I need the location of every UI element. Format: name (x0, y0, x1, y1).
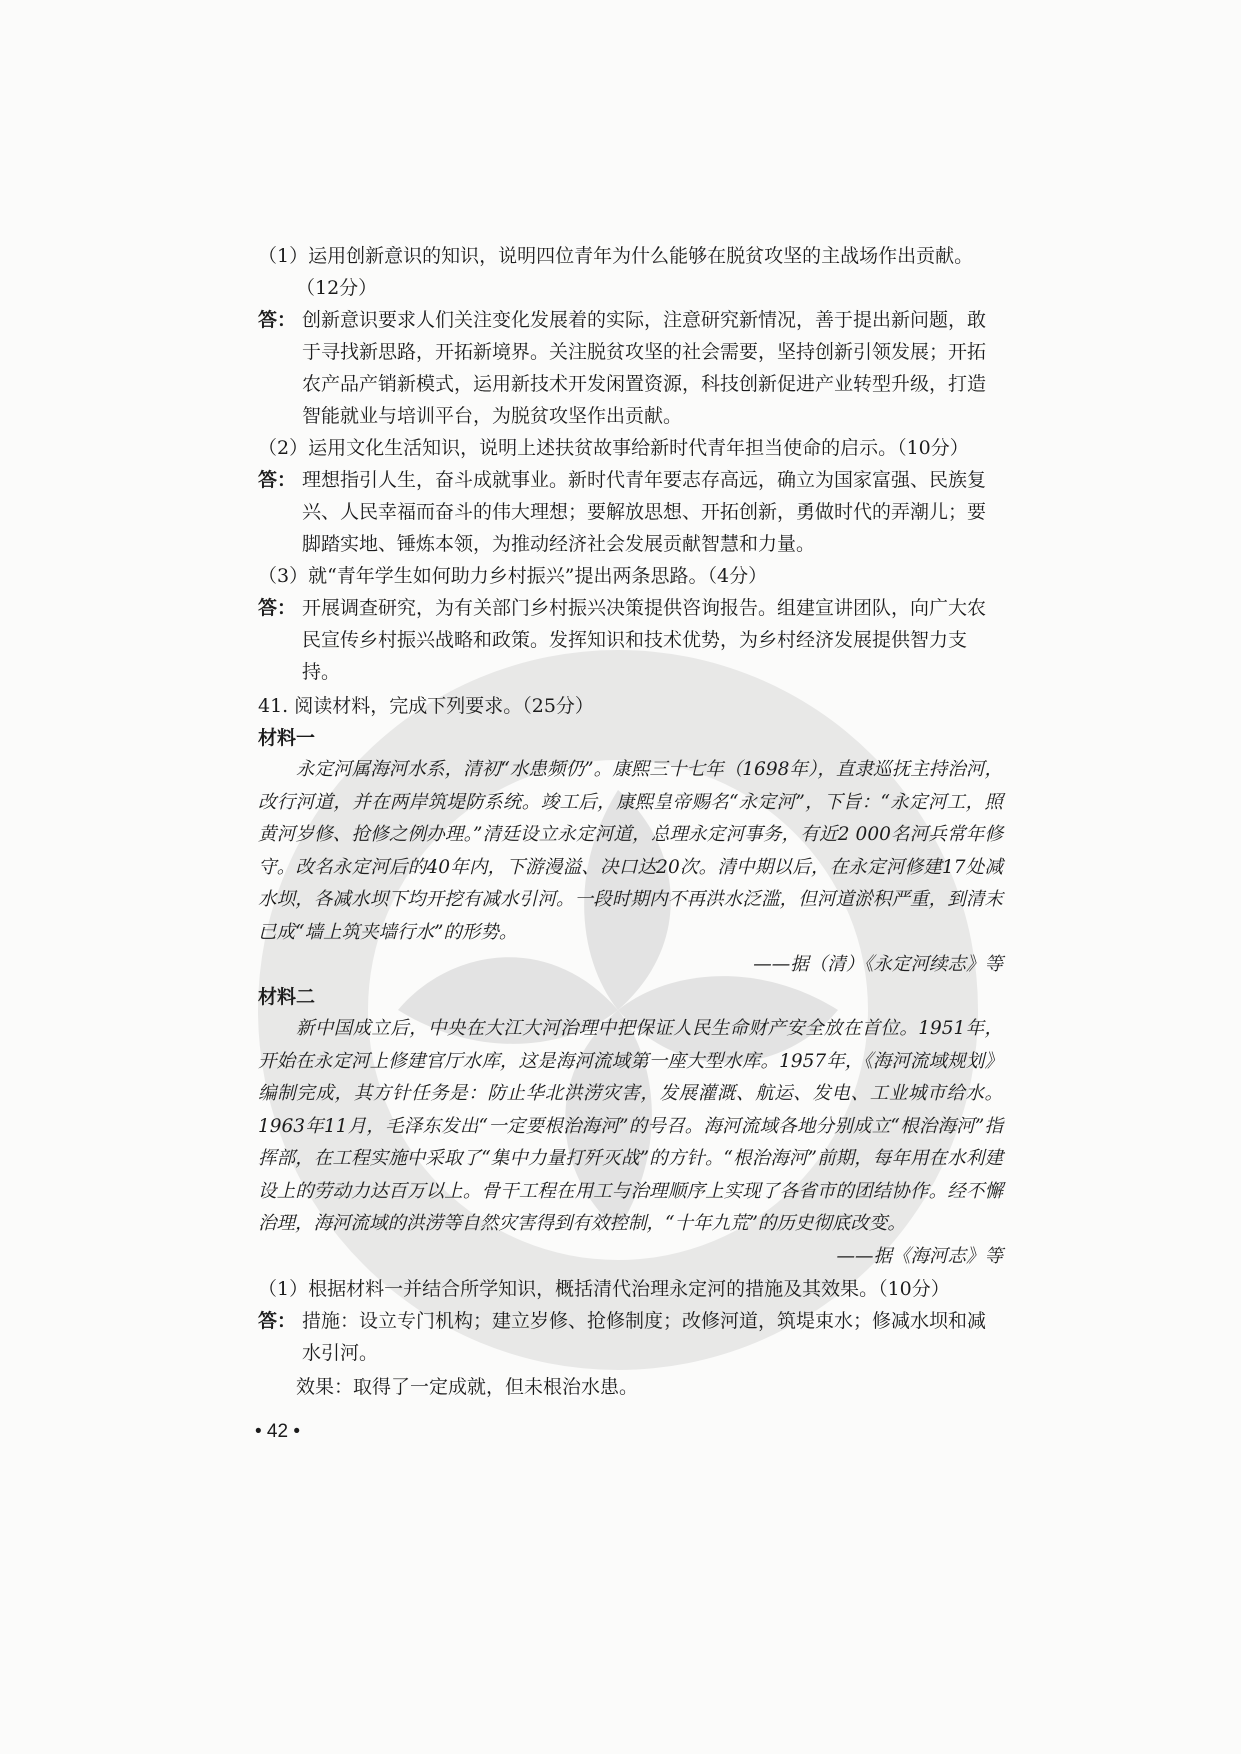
page-content (258, 240, 1003, 1403)
q40-2-answer (258, 464, 1003, 560)
q41-1-question: （1）根据材料一并结合所学知识，概括清代治理永定河的措施及其效果。（10分） (258, 1277, 950, 1300)
answer-text: 创新意识要求人们关注变化发展着的实际，注意研究新情况，善于提出新问题，敢于寻找新思路，开拓新境界。关注脱贫攻坚的社会需要，坚持创新引领发展；开拓农产品产销新模式，运用新技术开发闲置资源，科技创新促进产业转型升级，打造智能就业与培训平台，为脱贫攻坚作出贡献。 (302, 309, 987, 427)
q40-1-score: （12分） (296, 277, 378, 299)
answer-measures: 措施：设立专门机构；建立岁修、抢修制度；改修河道，筑堤束水；修减水坝和减水引河。 (302, 1309, 987, 1364)
answer-label: 答： (258, 309, 297, 331)
q40-1-question: （1）运用创新意识的知识，说明四位青年为什么能够在脱贫攻坚的主战场作出贡献。 (258, 245, 974, 267)
answer-effect: 效果：取得了一定成就，但未根治水患。 (296, 1375, 639, 1398)
answer-label: 答： (258, 469, 297, 491)
material2-body: 新中国成立后，中央在大江大河治理中把保证人民生命财产安全放在首位。1951年，开始在永定河上修建官厅水库，这是海河流域第一座大型水库。1957年，《海河流域规划》编制完成，其方针任务是：防止华北洪涝灾害，发展灌溉、航运、发电、工业城市给水。1963年11月，毛泽东发出“一定要根治海河”的号召。海河流域各地分别成立“根治海河”指挥部，在工程实施中采取了“集中力量打歼灭战”的方针。“根治海河”前期，每年用在水利建设上的劳动力达百万以上。骨干工程在用工与治理顺序上实现了各省市的团结协作。经不懈治理，海河流域的洪涝等自然灾害得到有效控制，“十年九荒”的历史彻底改变。 (258, 1018, 1003, 1234)
q40-1-answer (258, 304, 1003, 432)
material1-title: 材料一 (258, 727, 316, 749)
material1-body: 永定河属海河水系，清初“水患频仍”。康熙三十七年（1698年），直隶巡抚主持治河，改行河道，并在两岸筑堤防系统。竣工后，康熙皇帝赐名“永定河”，下旨：“永定河工，照黄河岁修、抢修之例办理。”清廷设立永定河道，总理永定河事务，有近2 000名河兵常年修守。改名永定河后的40年内，下游漫溢、决口达20次。清中期以后，在永定河修建17处减水坝，各减水坝下均开挖有减水引河。一段时期内不再洪水泛滥，但河道淤积严重，到清末已成“墙上筑夹墙行水”的形势。 (258, 759, 1003, 943)
q40-2-question: （2）运用文化生活知识，说明上述扶贫故事给新时代青年担当使命的启示。（10分） (258, 437, 969, 459)
material1-source: ——据（清）《永定河续志》等 (753, 954, 1003, 975)
answer-label: 答： (258, 1309, 297, 1332)
material2-source: ——据《海河志》等 (836, 1245, 1003, 1267)
q40-3-question: （3）就“青年学生如何助力乡村振兴”提出两条思路。（4分） (258, 565, 768, 587)
q40-3-answer (258, 592, 1003, 688)
answer-label: 答： (258, 597, 297, 619)
material2-title: 材料二 (258, 986, 316, 1008)
q41-1-answer (258, 1305, 1003, 1369)
page-number: • 42 • (255, 1421, 300, 1442)
answer-text: 开展调查研究，为有关部门乡村振兴决策提供咨询报告。组建宣讲团队，向广大农民宣传乡村振兴战略和政策。发挥知识和技术优势，为乡村经济发展提供智力支持。 (302, 597, 987, 683)
answer-text: 理想指引人生，奋斗成就事业。新时代青年要志存高远，确立为国家富强、民族复兴、人民幸福而奋斗的伟大理想；要解放思想、开拓创新，勇做时代的弄潮儿；要脚踏实地、锤炼本领，为推动经济社会发展贡献智慧和力量。 (302, 469, 987, 555)
q41-heading: 41. 阅读材料，完成下列要求。（25分） (258, 695, 594, 717)
